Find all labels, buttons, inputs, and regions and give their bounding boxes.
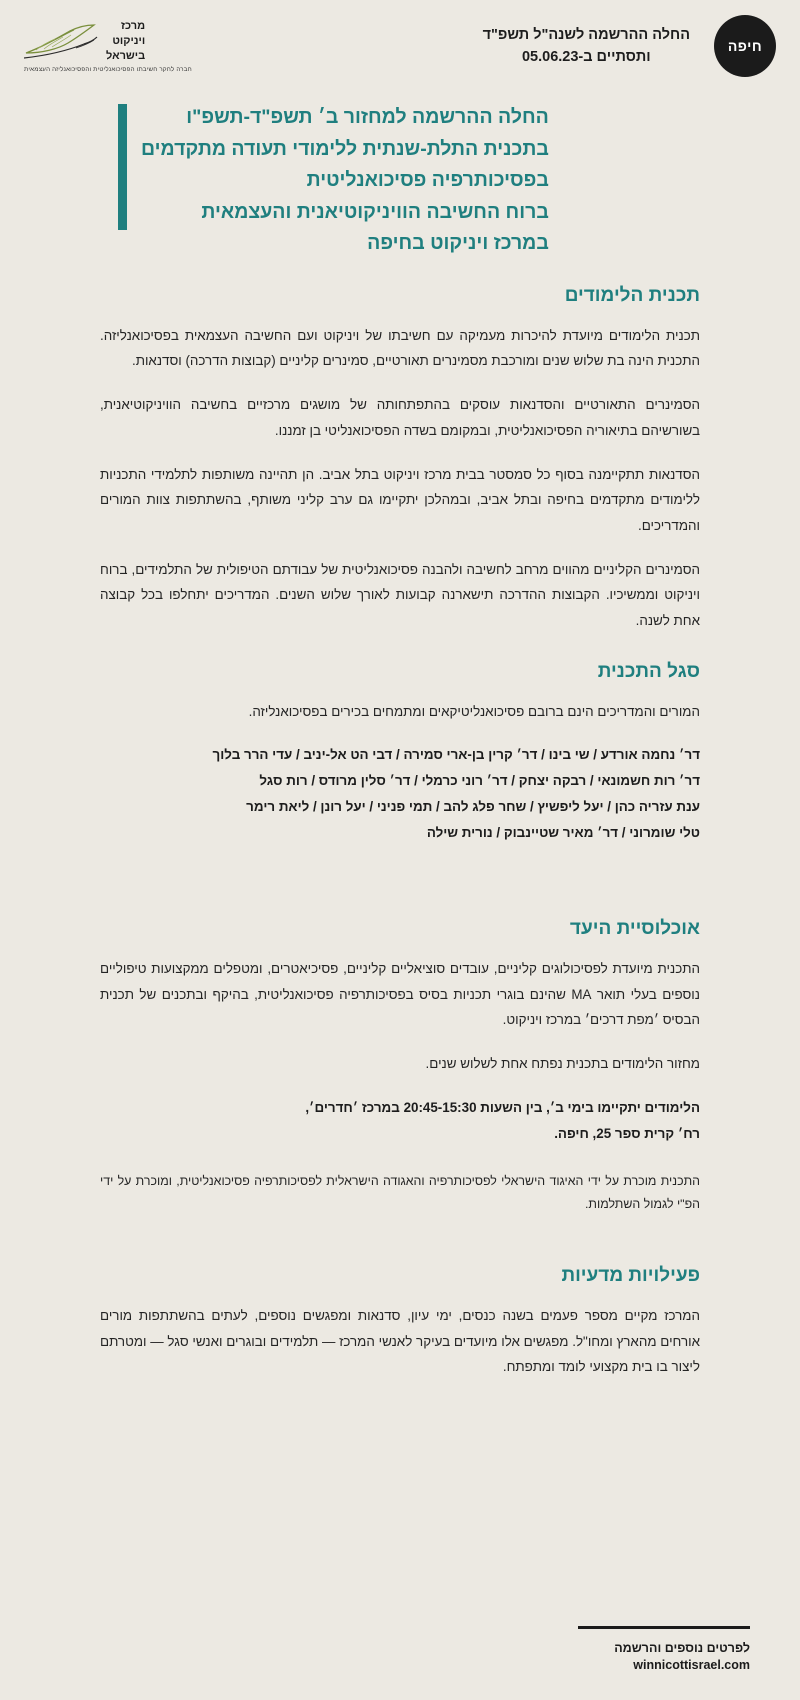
staff-line: ענת עזריה כהן / יעל ליפשיץ / שחר פלג להב / תמי פניני / יעל רונן / ליאת רימר bbox=[246, 798, 700, 814]
staff-line: דר׳ נחמה אורדע / שי בינו / דר׳ קרין בן-ארי סמירה / דבי הט אל-יניב / עדי הרר בלוך bbox=[212, 747, 700, 763]
staff-line: טלי שומרוני / דר׳ מאיר שטיינבוק / נורית שילה bbox=[426, 824, 700, 840]
footer-divider bbox=[578, 1626, 750, 1629]
staff-line: דר׳ רות חשמונאי / רבקה יצחק / דר׳ רוני כרמלי / דר׳ סלין מרודס / רות סגל bbox=[259, 773, 700, 789]
organization-logo bbox=[24, 19, 192, 73]
section-title-program: תכנית הלימודים bbox=[564, 284, 700, 306]
logo-name bbox=[106, 19, 145, 64]
winnicott-feather-icon bbox=[24, 22, 98, 62]
logo-name-line-2: ויניקוט bbox=[112, 35, 146, 48]
section-spacer bbox=[100, 871, 700, 917]
section-program bbox=[100, 284, 700, 634]
staff-name-list bbox=[100, 742, 700, 845]
logo-subtitle: חברה לחקר חשיבתו הפסיכואנליטית והפסיכואנליזה העצמאית bbox=[24, 65, 192, 73]
paragraph: מחזור הלימודים בתכנית נפתח אחת לשלוש שנים. bbox=[425, 1056, 700, 1072]
accreditation-note: התכנית מוכרת על ידי האיגוד הישראלי לפסיכותרפיה והאגודה הישראלית לפסיכותרפיה פסיכואנליטית, ומוכרת על ידי הפ"י לגמול השתלמות. bbox=[100, 1174, 700, 1212]
footer-website-link[interactable]: winnicottisrael.com bbox=[633, 1658, 750, 1672]
page-title bbox=[141, 102, 549, 260]
schedule-line: רח׳ קרית ספר 25, חיפה. bbox=[554, 1125, 700, 1141]
page-header bbox=[0, 0, 800, 92]
paragraph: המורים והמדריכים הינם ברובם פסיכואנליטיקאים ומתמחים בכירים בפסיכואנליזה. bbox=[248, 703, 700, 719]
header-left-group bbox=[483, 15, 776, 77]
page-title-line-4: ברוח החשיבה הוויניקוטיאנית והעצמאית bbox=[201, 200, 549, 223]
section-title-audience: אוכלוסיית היעד bbox=[569, 918, 700, 940]
section-staff bbox=[100, 660, 700, 845]
section-activities bbox=[100, 1264, 700, 1380]
registration-notice-line-2: ותסתיים ב-05.06.23 bbox=[521, 49, 651, 65]
title-accent-bar bbox=[118, 104, 127, 230]
section-spacer bbox=[100, 1242, 700, 1264]
page-footer bbox=[578, 1626, 750, 1672]
paragraph: הסמינרים התאורטיים והסדנאות עוסקים בהתפתחותה של מושגים מרכזיים בחשיבה הוויניקוטיאנית, בשורשיהם בתיאוריה הפסיכואנליטית, ובמקומם בשדה הפסיכואנליטי בן זמננו. bbox=[100, 397, 700, 438]
logo-name-line-1: מרכז bbox=[121, 20, 146, 33]
document-title-block bbox=[100, 102, 700, 260]
section-audience bbox=[100, 917, 700, 1216]
paragraph: תכנית הלימודים מיועדת להיכרות מעמיקה עם חשיבתו של ויניקוט ועם החשיבה העצמאית בפסיכואנליזה. התכנית הינה בת שלוש שנים ומורכבת מסמינרים תאורטיים, סמינרים קליניים (קבוצות הדרכה) וסדנאות. bbox=[100, 327, 700, 369]
section-title-activities: פעילויות מדעיות bbox=[561, 1265, 700, 1287]
city-badge: חיפה bbox=[714, 15, 776, 77]
section-title-staff: סגל התכנית bbox=[597, 660, 700, 682]
paragraph: הסדנאות תתקיימנה בסוף כל סמסטר בבית מרכז ויניקוט בתל אביב. הן תהיינה משותפות לתלמידי התכניות ללימודים מתקדמים בחיפה ובתל אביב, ובמהלכן יתקיימו גם ערב קליני משותף, בהשתתפות צוות המורים והמדריכים. bbox=[100, 466, 700, 533]
footer-contact-label: לפרטים נוספים והרשמה bbox=[614, 1641, 750, 1656]
schedule-highlight bbox=[100, 1095, 700, 1146]
schedule-line: הלימודים יתקיימו בימי ב׳, בין השעות 20:45-15:30 במרכז ׳חדרים׳, bbox=[305, 1099, 700, 1115]
document-body bbox=[100, 260, 700, 1380]
logo-main-row bbox=[24, 19, 145, 64]
registration-notice-line-1: החלה ההרשמה לשנה"ל תשפ"ד bbox=[482, 26, 690, 43]
logo-name-line-3: בישראל bbox=[106, 49, 146, 62]
paragraph: הסמינרים הקליניים מהווים מרחב לחשיבה ולהבנה פסיכואנליטית של עבודתם הטיפולית של התלמידים, ברוח ויניקוט וממשיכיו. הקבוצות ההדרכה תישארנה קבועות לאורך שלוש השנים. המדריכים יתחלפו בכל קבוצה אחת לשנה. bbox=[100, 561, 700, 629]
page-title-line-1: החלה ההרשמה למחזור ב׳ תשפ"ד-תשפ"ו bbox=[186, 106, 549, 128]
paragraph: המרכז מקיים מספר פעמים בשנה כנסים, ימי עיון, סדנאות ומפגשים נוספים, לעתים בהשתתפות מורים אורחים מהארץ ומחו"ל. מפגשים אלו מיועדים בעיקר לאנשי המרכז — תלמידים ובוגרים ואנשי סגל — ומטרתם ליצור בו בית מקצועי לומד ומתפתח. bbox=[100, 1307, 700, 1375]
page-title-line-2: בתכנית התלת-שנתית ללימודי תעודה מתקדמים bbox=[141, 137, 549, 160]
paragraph: התכנית מיועדת לפסיכולוגים קליניים, עובדים סוציאליים קליניים, פסיכיאטרים, ומטפלים ממקצועות טיפוליים נוספים בעלי תואר MA שהינם בוגרי תכניות בסיס בפסיכותרפיה פסיכואנליטית, בהיקף ובתכנים של תכנית הבסיס ׳מפת דרכים׳ במרכז ויניקוט. bbox=[100, 960, 700, 1028]
page-title-line-5: במרכז ויניקוט בחיפה bbox=[367, 232, 549, 255]
registration-notice bbox=[483, 24, 690, 69]
page-title-line-3: בפסיכותרפיה פסיכואנליטית bbox=[306, 169, 549, 192]
